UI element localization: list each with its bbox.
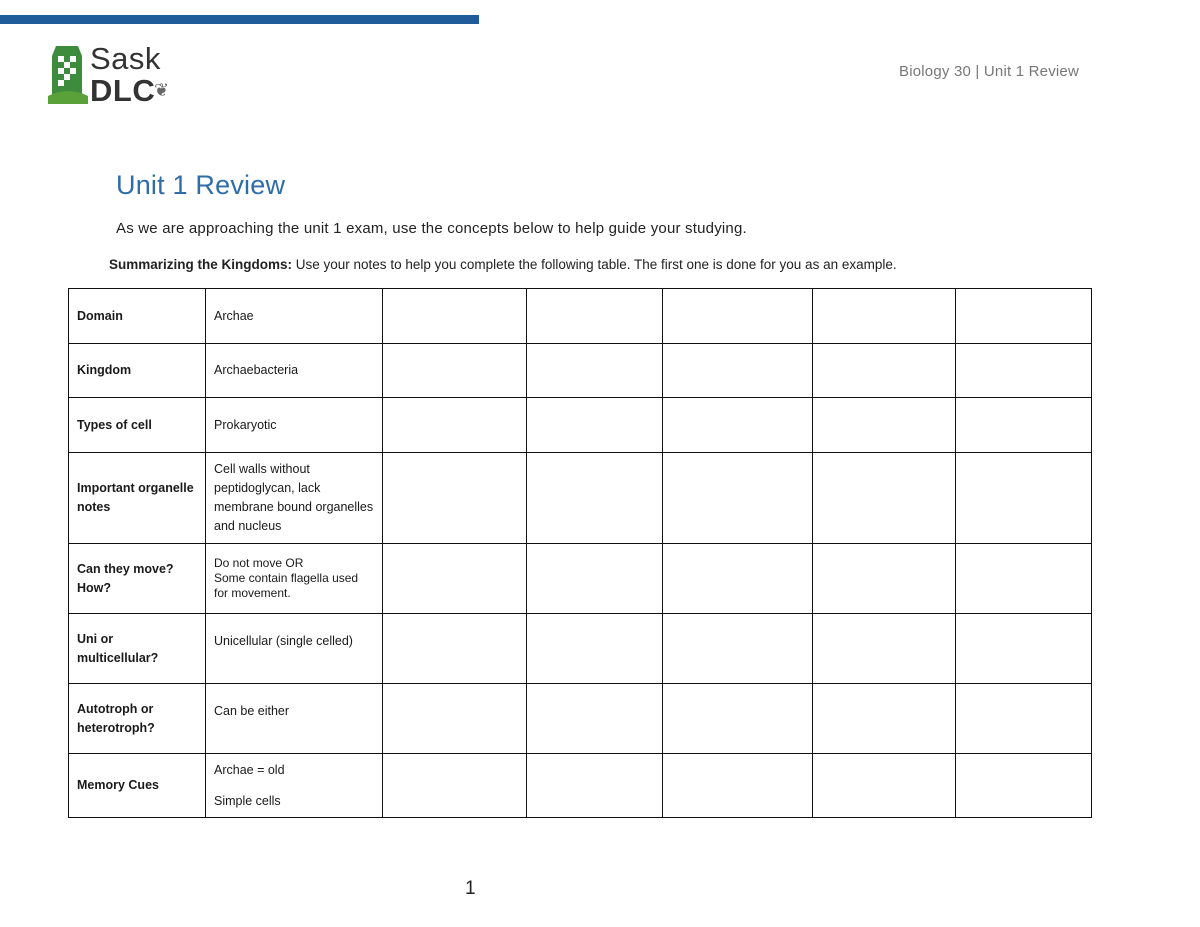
example-text: Do not move OR — [214, 556, 304, 570]
example-text: Can be either — [214, 704, 290, 718]
blank-cell[interactable] — [383, 754, 527, 818]
blank-cell[interactable] — [813, 453, 956, 544]
blank-cell[interactable] — [813, 754, 956, 818]
blank-cell[interactable] — [383, 544, 527, 614]
instructions-text: Use your notes to help you complete the following table. The first one is done for you as an example. — [292, 257, 897, 272]
logo-text-dlc: DLC — [90, 73, 156, 108]
row-label: Types of cell — [69, 398, 206, 453]
blank-cell[interactable] — [956, 544, 1092, 614]
blank-cell[interactable] — [663, 754, 813, 818]
example-text: Archae — [214, 308, 254, 323]
table-row-cellularity — [69, 614, 1092, 684]
blank-cell[interactable] — [383, 289, 527, 344]
blank-cell[interactable] — [956, 754, 1092, 818]
blank-cell[interactable] — [383, 614, 527, 684]
blank-cell[interactable] — [527, 754, 663, 818]
blank-cell[interactable] — [383, 344, 527, 398]
example-cell — [206, 754, 383, 818]
blank-cell[interactable] — [527, 544, 663, 614]
example-cell — [206, 344, 383, 398]
example-text: Cell walls without peptidoglycan, lack membrane bound organelles and nucleus — [214, 462, 374, 533]
example-text: Some contain flagella used for movement. — [214, 571, 359, 600]
table-row-domain — [69, 289, 1092, 344]
example-cell — [206, 544, 383, 614]
blank-cell[interactable] — [383, 684, 527, 754]
blank-cell[interactable] — [813, 684, 956, 754]
example-cell — [206, 614, 383, 684]
blank-cell[interactable] — [527, 684, 663, 754]
example-text: Simple cells — [214, 793, 281, 808]
blank-cell[interactable] — [813, 614, 956, 684]
blank-cell[interactable] — [527, 289, 663, 344]
blank-cell[interactable] — [663, 344, 813, 398]
blank-cell[interactable] — [527, 398, 663, 453]
sask-dlc-logo — [48, 42, 178, 108]
blank-cell[interactable] — [813, 289, 956, 344]
blank-cell[interactable] — [527, 453, 663, 544]
example-text: Archae = old — [214, 762, 285, 777]
example-text: Prokaryotic — [214, 417, 277, 432]
blank-cell[interactable] — [956, 344, 1092, 398]
blank-cell[interactable] — [527, 614, 663, 684]
blank-cell[interactable] — [956, 453, 1092, 544]
blank-cell[interactable] — [663, 398, 813, 453]
blank-cell[interactable] — [663, 544, 813, 614]
header-accent-bar — [0, 15, 479, 24]
row-label: Autotroph or heterotroph? — [69, 684, 206, 754]
row-label: Can they move? How? — [69, 544, 206, 614]
blank-cell[interactable] — [663, 453, 813, 544]
example-cell — [206, 398, 383, 453]
blank-cell[interactable] — [956, 289, 1092, 344]
page-number: 1 — [465, 878, 476, 899]
example-text: Archaebacteria — [214, 363, 299, 377]
blank-cell[interactable] — [663, 289, 813, 344]
row-label: Kingdom — [69, 344, 206, 398]
logo-tower-icon — [48, 42, 88, 108]
row-label: Domain — [69, 289, 206, 344]
blank-cell[interactable] — [956, 614, 1092, 684]
leaf-icon: ❦ — [154, 80, 170, 100]
table-row-nutrition — [69, 684, 1092, 754]
table-instructions — [109, 257, 897, 272]
kingdoms-summary-table — [68, 288, 1092, 818]
row-label: Uni or multicellular? — [69, 614, 206, 684]
blank-cell[interactable] — [383, 453, 527, 544]
page-title: Unit 1 Review — [116, 170, 286, 200]
row-label: Important organelle notes — [69, 453, 206, 544]
blank-cell[interactable] — [813, 544, 956, 614]
blank-cell[interactable] — [956, 398, 1092, 453]
example-cell — [206, 684, 383, 754]
blank-cell[interactable] — [663, 614, 813, 684]
row-label: Memory Cues — [69, 754, 206, 818]
table-row-movement — [69, 544, 1092, 614]
table-row-types-of-cell — [69, 398, 1092, 453]
blank-cell[interactable] — [663, 684, 813, 754]
blank-cell[interactable] — [813, 398, 956, 453]
table-row-memory-cues — [69, 754, 1092, 818]
example-cell — [206, 289, 383, 344]
example-cell — [206, 453, 383, 544]
document-header-title: Biology 30 | Unit 1 Review — [898, 63, 1079, 80]
blank-cell[interactable] — [956, 684, 1092, 754]
logo-text-sask: Sask — [90, 41, 161, 76]
table-row-kingdom — [69, 344, 1092, 398]
instructions-heading: Summarizing the Kingdoms: — [109, 257, 293, 272]
example-text: Unicellular (single celled) — [214, 634, 353, 648]
blank-cell[interactable] — [383, 398, 527, 453]
blank-cell[interactable] — [813, 344, 956, 398]
intro-paragraph: As we are approaching the unit 1 exam, use the concepts below to help guide your studying. — [116, 220, 747, 237]
blank-cell[interactable] — [527, 344, 663, 398]
table-row-organelle-notes — [69, 453, 1092, 544]
